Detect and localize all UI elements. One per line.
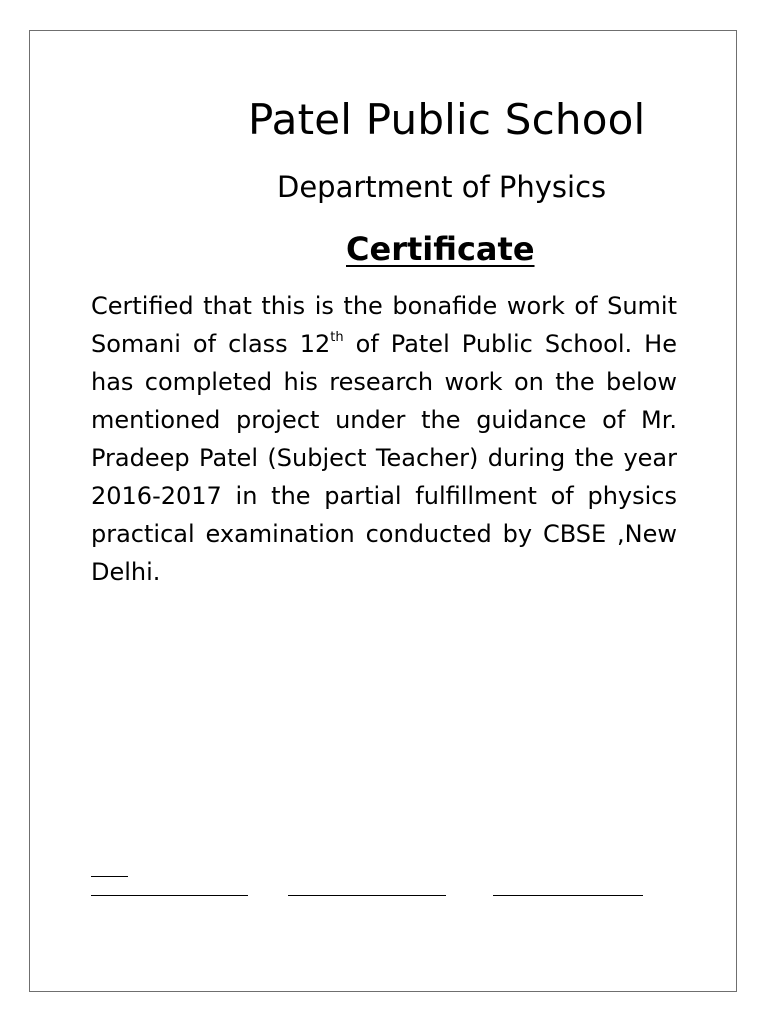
short-rule — [91, 876, 128, 877]
certificate-body — [91, 287, 677, 591]
signature-line-3 — [493, 895, 643, 896]
school-name: Patel Public School — [248, 95, 646, 144]
body-text-part-1: Certified that this is the bonafide work of Sumit Somani of class 12 — [91, 292, 677, 358]
department-title: Department of Physics — [277, 170, 607, 204]
certificate-heading: Certificate — [346, 230, 535, 268]
body-text-part-2: of Patel Public School. He has completed his research work on the below mentioned project under the guidance of Mr. Pradeep Patel (Subject Teacher) during the year 2016-2017 in the partial fulfillment of physics practical examination conducted by CBSE ,New Delhi. — [91, 330, 677, 586]
signature-line-1 — [91, 895, 248, 896]
ordinal-superscript: th — [330, 330, 344, 345]
signature-line-2 — [288, 895, 446, 896]
